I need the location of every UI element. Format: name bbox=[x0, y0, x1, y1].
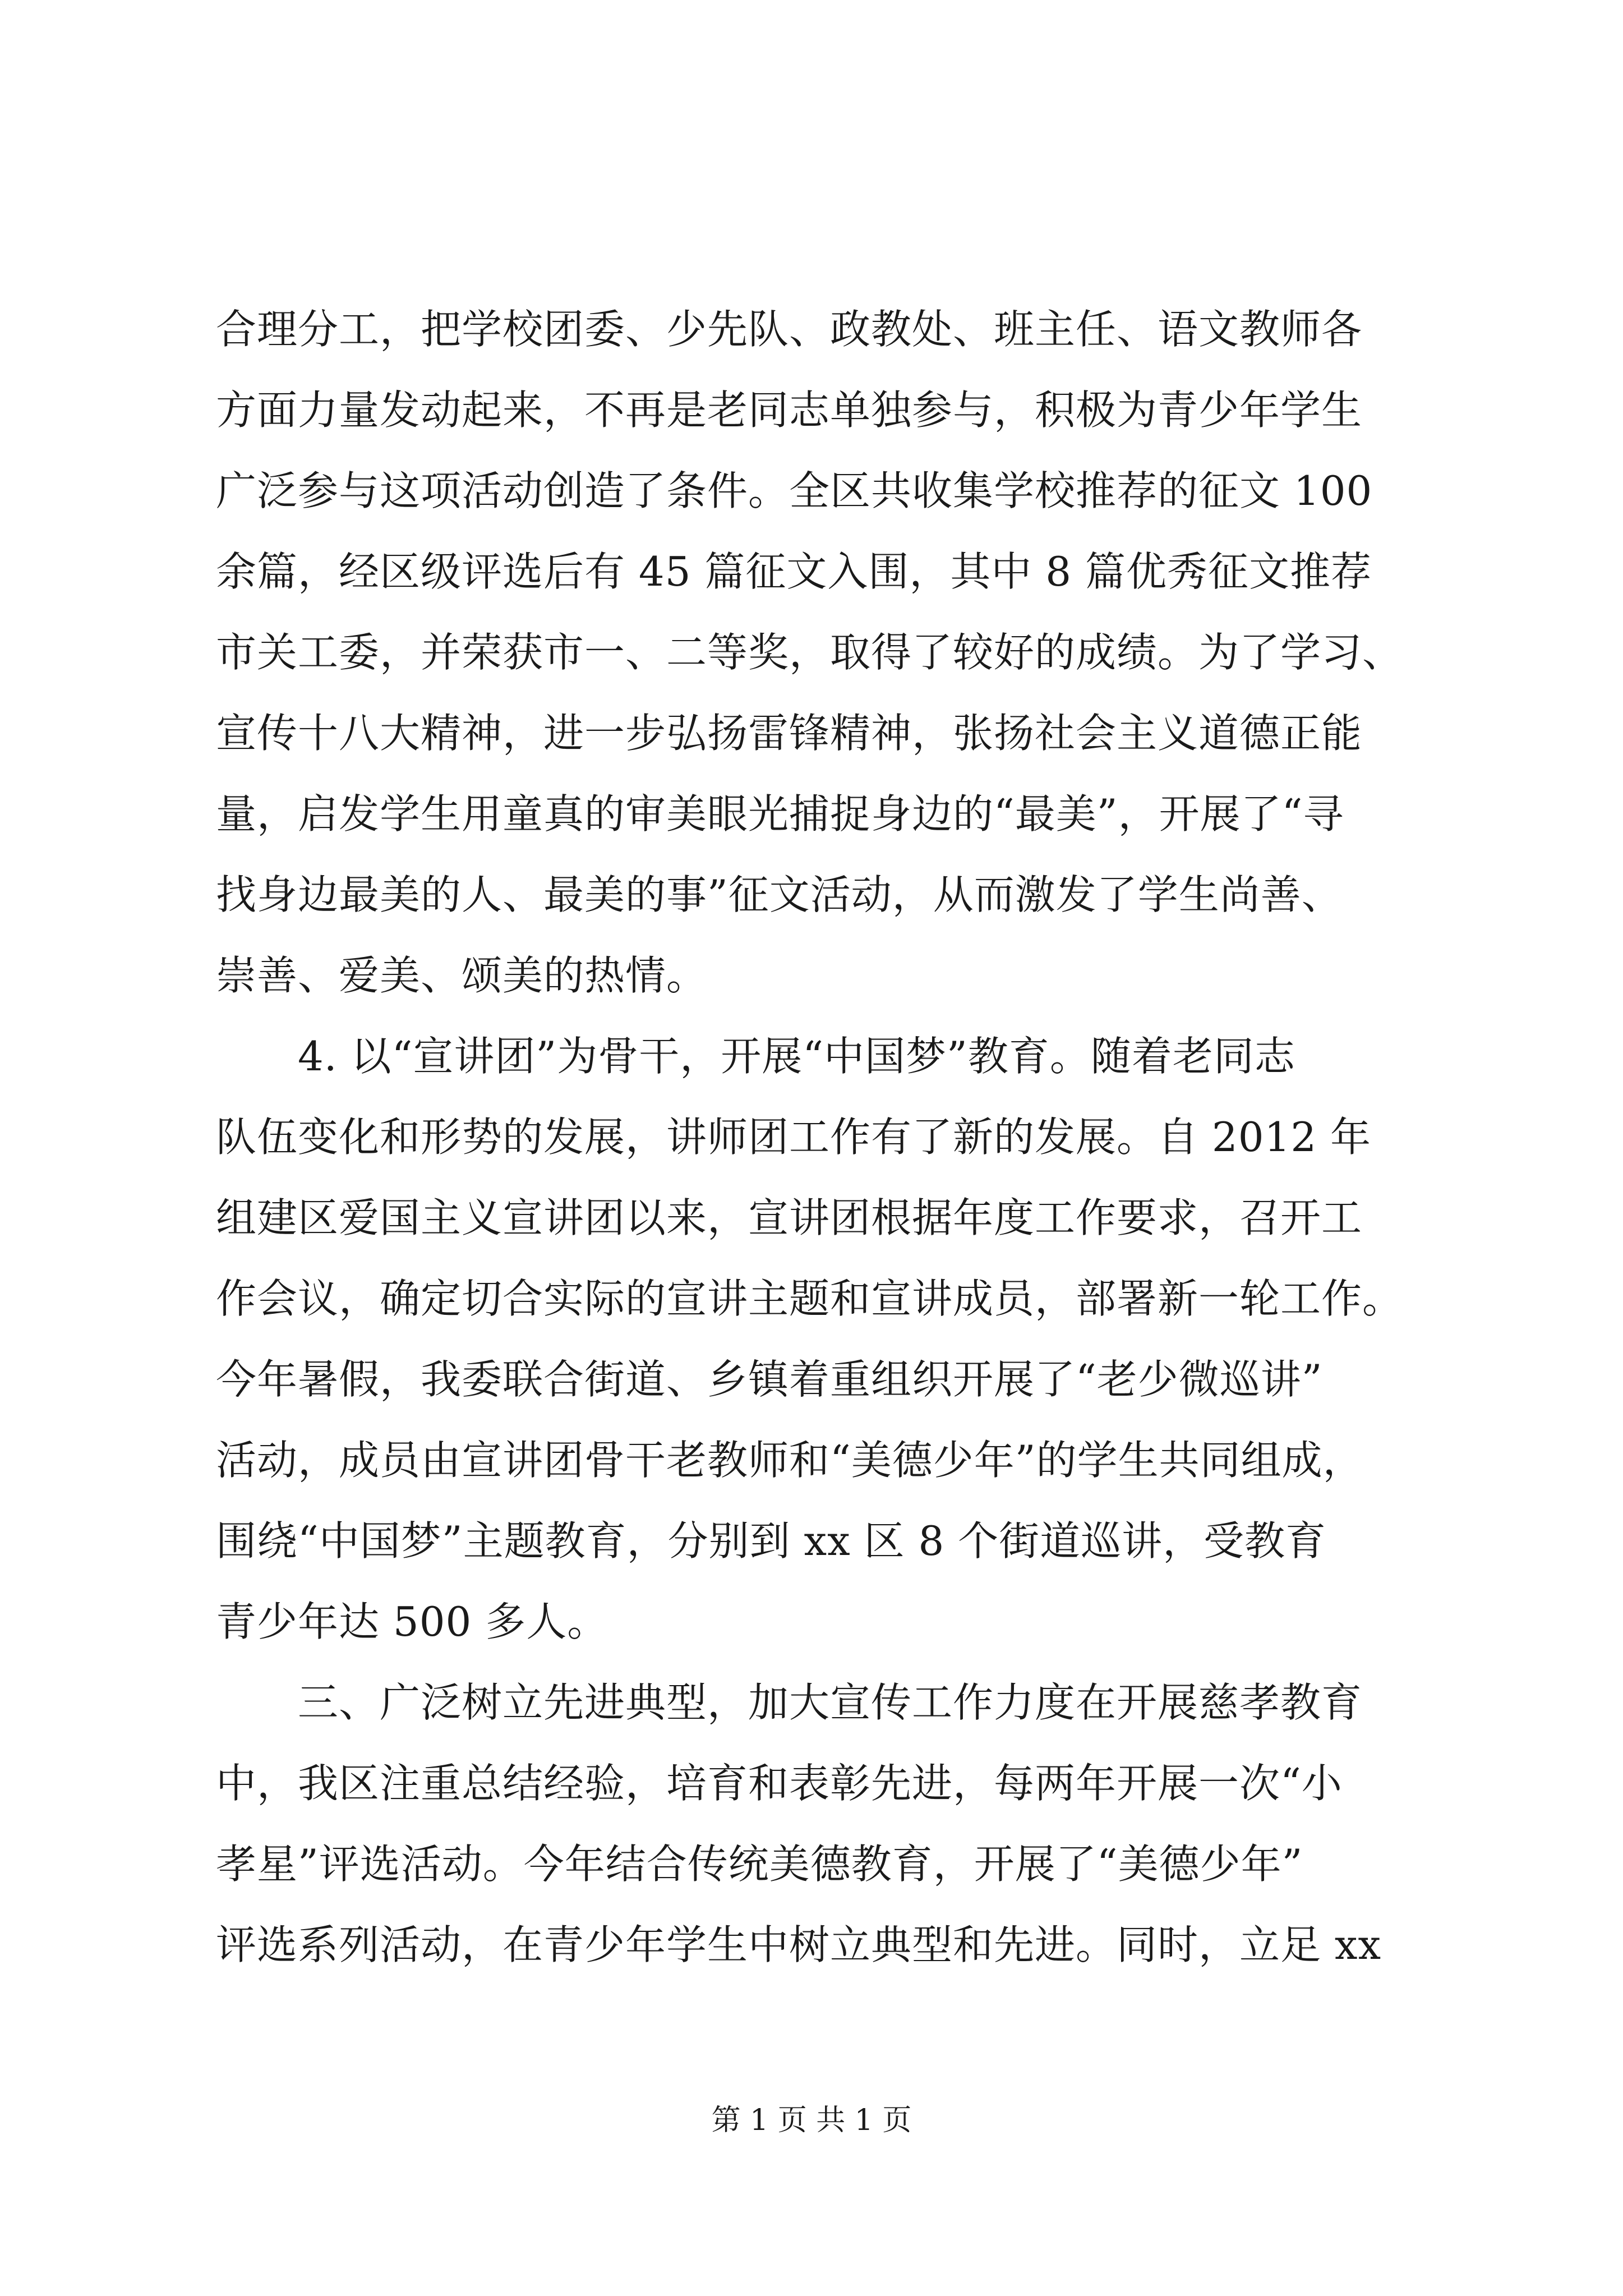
text-line: 宣传十八大精神，进一步弘扬雷锋精神，张扬社会主义道德正能 bbox=[216, 710, 1363, 757]
document-body bbox=[216, 289, 1414, 1985]
text-line: 方面力量发动起来，不再是老同志单独参与，积极为青少年学生 bbox=[216, 386, 1363, 434]
text-line: 青少年达 500 多人。 bbox=[216, 1598, 608, 1645]
text-line: 量，启发学生用童真的审美眼光捕捉身边的“最美”，开展了“寻 bbox=[216, 790, 1344, 838]
paragraph-heading-line: 4. 以“宣讲团”为骨干，开展“中国梦”教育。随着老同志 bbox=[216, 1033, 1295, 1080]
text-line: 合理分工，把学校团委、少先队、政教处、班主任、语文教师各 bbox=[216, 306, 1363, 353]
text-line: 孝星”评选活动。今年结合传统美德教育，开展了“美德少年” bbox=[216, 1841, 1303, 1888]
section-heading-line: 三、广泛树立先进典型，加大宣传工作力度在开展慈孝教育 bbox=[216, 1679, 1363, 1726]
text-line: 市关工委，并荣获市一、二等奖，取得了较好的成绩。为了学习、 bbox=[216, 629, 1404, 676]
text-line: 队伍变化和形势的发展，讲师团工作有了新的发展。自 2012 年 bbox=[216, 1114, 1372, 1161]
text-line: 崇善、爱美、颂美的热情。 bbox=[216, 952, 708, 999]
text-line: 中，我区注重总结经验，培育和表彰先进，每两年开展一次“小 bbox=[216, 1760, 1343, 1807]
text-line: 活动，成员由宣讲团骨干老教师和“美德少年”的学生共同组成， bbox=[216, 1437, 1364, 1484]
text-line: 围绕“中国梦”主题教育，分别到 xx 区 8 个街道巡讲，受教育 bbox=[216, 1517, 1327, 1565]
text-line: 组建区爱国主义宣讲团以来，宣讲团根据年度工作要求，召开工 bbox=[216, 1194, 1363, 1241]
text-line: 作会议，确定切合实际的宣讲主题和宣讲成员，部署新一轮工作。 bbox=[216, 1275, 1404, 1322]
text-line: 广泛参与这项活动创造了条件。全区共收集学校推荐的征文 100 bbox=[216, 467, 1373, 514]
text-line: 余篇，经区级评选后有 45 篇征文入围，其中 8 篇优秀征文推荐 bbox=[216, 548, 1372, 595]
page-footer: 第 1 页 共 1 页 bbox=[711, 2104, 912, 2137]
text-line: 评选系列活动，在青少年学生中树立典型和先进。同时，立足 xx bbox=[216, 1921, 1382, 1968]
text-line: 今年暑假，我委联合街道、乡镇着重组织开展了“老少微巡讲” bbox=[216, 1356, 1323, 1403]
text-line: 找身边最美的人、最美的事”征文活动，从而激发了学生尚善、 bbox=[216, 871, 1343, 918]
